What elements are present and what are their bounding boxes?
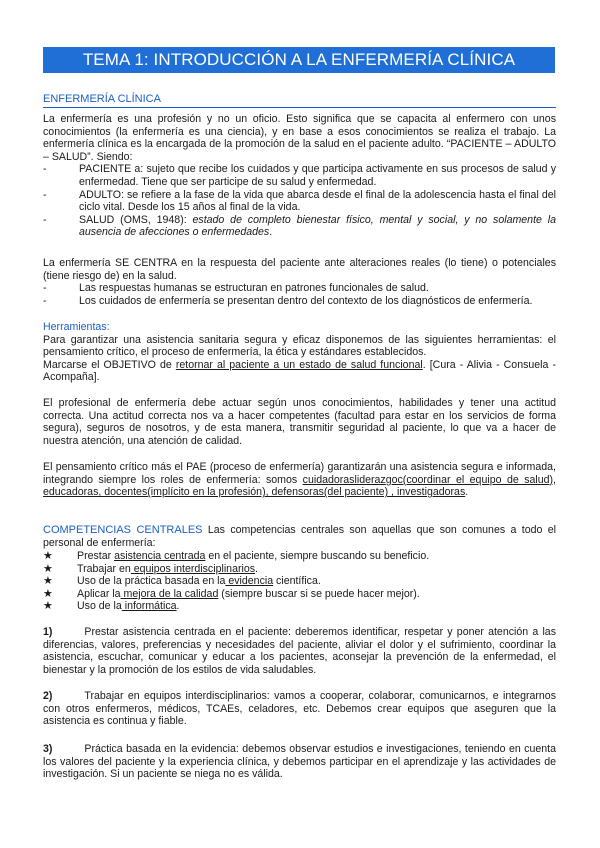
role-investigadoras: investigadoras xyxy=(396,486,466,499)
item-text: Prestar asistencia centrada en el paciente: deberemos identificar, respetar y poner atención a las diferencias, valores, preferencias y necesidades del paciente, aliviar el dolor y el sufrimiento, coordinar la asistencia, escuchar, comunicar y educar a los pacientes, aconsejar la prevención de la enfermedad, el bienestar y la promoción de los estilos de vida saludables. xyxy=(43,626,556,676)
text: (siempre buscar si se puede hacer mejor). xyxy=(218,587,420,600)
section-competencias xyxy=(43,524,556,549)
star-icon: ★ xyxy=(43,562,53,575)
text: en el paciente, siempre buscando su beneficio. xyxy=(205,550,430,562)
text: . xyxy=(255,562,258,575)
list-item xyxy=(43,600,556,613)
underlined-text: informática xyxy=(121,600,177,613)
salud-end: . xyxy=(269,226,273,239)
text: Trabajar en xyxy=(77,562,131,575)
list-item-paciente xyxy=(43,163,556,188)
list-item xyxy=(43,588,556,601)
text: Aplicar la xyxy=(77,587,121,600)
star-icon: ★ xyxy=(43,587,53,600)
list-item-text: PACIENTE a: sujeto que recibe los cuidados y que participa activamente en sus procesos de salud y enfermedad. Tiene que ser participe de su salud y enfermedad. xyxy=(79,163,556,188)
list-item-text: Las respuestas humanas se estructuran en patrones funcionales de salud. xyxy=(79,282,429,295)
star-icon: ★ xyxy=(43,575,53,588)
dash-bullet: - xyxy=(43,163,47,176)
salud-label: SALUD (OMS, 1948): xyxy=(79,213,193,226)
role-educadoras-note: (implícito en la profesión), xyxy=(147,486,272,499)
list-item-text xyxy=(79,214,556,239)
underlined-text: equipos interdisciplinarios xyxy=(130,562,256,575)
objetivo-end: . [Cura - Alivia - Consuela - Acompaña]. xyxy=(43,358,557,384)
dash-bullet: - xyxy=(43,294,47,307)
text-end: . xyxy=(465,486,469,499)
text: Prestar xyxy=(77,550,115,562)
dash-bullet: - xyxy=(43,188,47,201)
list-item-adulto xyxy=(43,189,556,214)
section-enfermeria-clinica xyxy=(43,93,556,108)
text: El pensamiento crítico más el PAE (proceso de enfermería) garantizarán una asistencia segura e informada, integrando siempre los roles de enfermería: somos xyxy=(43,461,556,486)
list-item-text: ADULTO: se refiere a la fase de la vida que abarca desde el final de la adolescencia hasta el final del ciclo vital. Desde los 15 años al final de la vida. xyxy=(79,188,556,214)
section-actitud xyxy=(43,397,556,447)
salud-definition: estado de completo bienestar físico, mental y social, y no solamente la ausencia de afecciones o enfermedades xyxy=(79,213,556,239)
underlined-text: evidencia xyxy=(225,575,274,588)
competencias-list xyxy=(43,550,556,613)
paragraph-herramientas: Para garantizar una asistencia sanitaria segura y eficaz disponemos de las siguientes herramientas: el pensamiento crítico, el proceso de enfermería, la ética y estándares establecidos. xyxy=(43,333,556,359)
page-title: TEMA 1: INTRODUCCIÓN A LA ENFERMERÍA CLÍNICA xyxy=(43,47,555,73)
paragraph-centra: La enfermería SE CENTRA en la respuesta del paciente ante alteraciones reales (lo tiene) o potenciales (tiene riesgo de) en la salud. xyxy=(43,257,556,282)
numbered-paragraph xyxy=(43,690,556,728)
objetivo-underlined: retornar al paciente a un estado de salud funcional xyxy=(175,358,423,371)
competencia-3 xyxy=(43,743,556,781)
text: Uso de la práctica basada en la xyxy=(77,575,226,588)
underlined-text: asistencia centrada xyxy=(114,550,206,562)
text: Uso de la xyxy=(77,600,122,613)
numbered-paragraph xyxy=(43,626,556,676)
star-icon: ★ xyxy=(43,550,53,562)
paragraph-pensamiento xyxy=(43,461,556,499)
item-text: Práctica basada en la evidencia: debemos observar estudios e investigaciones, teniendo en cuenta los valores del paciente y la experiencia clínica, y debemos participar en el aprendizaje y las actividades de investigación. Si un paciente se niega no es válida. xyxy=(43,743,556,781)
item-number: 2) xyxy=(43,690,53,702)
text: científica. xyxy=(273,575,321,588)
list-item xyxy=(43,295,556,308)
item-number: 3) xyxy=(43,743,53,755)
dash-bullet: - xyxy=(43,282,47,295)
underlined-text: mejora de la calidad xyxy=(120,587,219,600)
list-item-text xyxy=(77,563,258,576)
paragraph-objetivo xyxy=(43,359,556,384)
role-liderazgo: lideraz xyxy=(354,473,386,486)
section-heading: COMPETENCIAS CENTRALES xyxy=(43,524,203,536)
list-item-salud xyxy=(43,214,556,239)
competencia-2 xyxy=(43,690,556,728)
numbered-paragraph xyxy=(43,743,556,781)
role-liderazgo-end: goc xyxy=(385,473,403,486)
list-item-text xyxy=(77,588,420,601)
role-educadoras: educadoras, docentes xyxy=(43,486,148,499)
list-item xyxy=(43,563,556,576)
paragraph-competencias-intro xyxy=(43,524,556,549)
item-text: Trabajar en equipos interdisciplinarios: vamos a cooperar, colaborar, comunicarnos, e integrarnos con otros enfermeros, médicos, TCAEs, celadores, etc. Debemos crear equipos que aseguren que la asistencia es continua y fiable. xyxy=(43,690,556,728)
role-liderazgo-note: (coordinar el equipo de salud), xyxy=(402,473,556,486)
star-icon: ★ xyxy=(43,600,53,613)
list-item-text: Los cuidados de enfermería se presentan dentro del contexto de los diagnósticos de enfermería. xyxy=(79,294,533,307)
section-heading: ENFERMERÍA CLÍNICA xyxy=(43,93,556,108)
competencias-intro: Las competencias centrales son aquellas que son comunes a todo el personal de enfermería: xyxy=(43,524,556,549)
paragraph-actitud: El profesional de enfermería debe actuar según unos conocimientos, habilidades y tener una actitud correcta. Una actitud correcta nos va a hacer competentes (facultad para estar en los servicios de forma segura), seguros de nosotros, y de esta manera, transmitir seguridad al paciente, lo que va a hacer de nuestra atención, una atención de calidad. xyxy=(43,397,556,447)
competencia-1 xyxy=(43,626,556,676)
objetivo-lead: Marcarse el OBJETIVO de xyxy=(43,358,176,371)
role-cuidadoras: cuidadoras xyxy=(302,473,355,486)
section-herramientas xyxy=(43,321,556,384)
section-centra xyxy=(43,257,556,307)
dash-bullet: - xyxy=(43,213,47,226)
list-item xyxy=(43,550,556,563)
list-item-text xyxy=(77,600,179,613)
list-item xyxy=(43,575,556,588)
role-defensoras: defensoras xyxy=(271,486,324,499)
section-pensamiento xyxy=(43,461,556,499)
paragraph-intro: La enfermería es una profesión y no un oficio. Esto significa que se capacita al enfermero con unos conocimientos (la enfermería es una ciencia), y en base a esos conocimientos se realiza el trabajo. La enfermería clínica es la encargada de la promoción de la salud en el paciente adulto. “PACIENTE – ADULTO – SALUD”. Siendo: xyxy=(43,113,556,163)
item-number: 1) xyxy=(43,626,53,638)
list-item xyxy=(43,282,556,295)
role-defensoras-note: (del paciente) , xyxy=(323,486,397,499)
text: . xyxy=(176,600,180,613)
list-item-text xyxy=(77,575,321,588)
section-heading: Herramientas: xyxy=(43,321,110,333)
list-item-text xyxy=(77,550,429,563)
section-body xyxy=(43,113,556,239)
